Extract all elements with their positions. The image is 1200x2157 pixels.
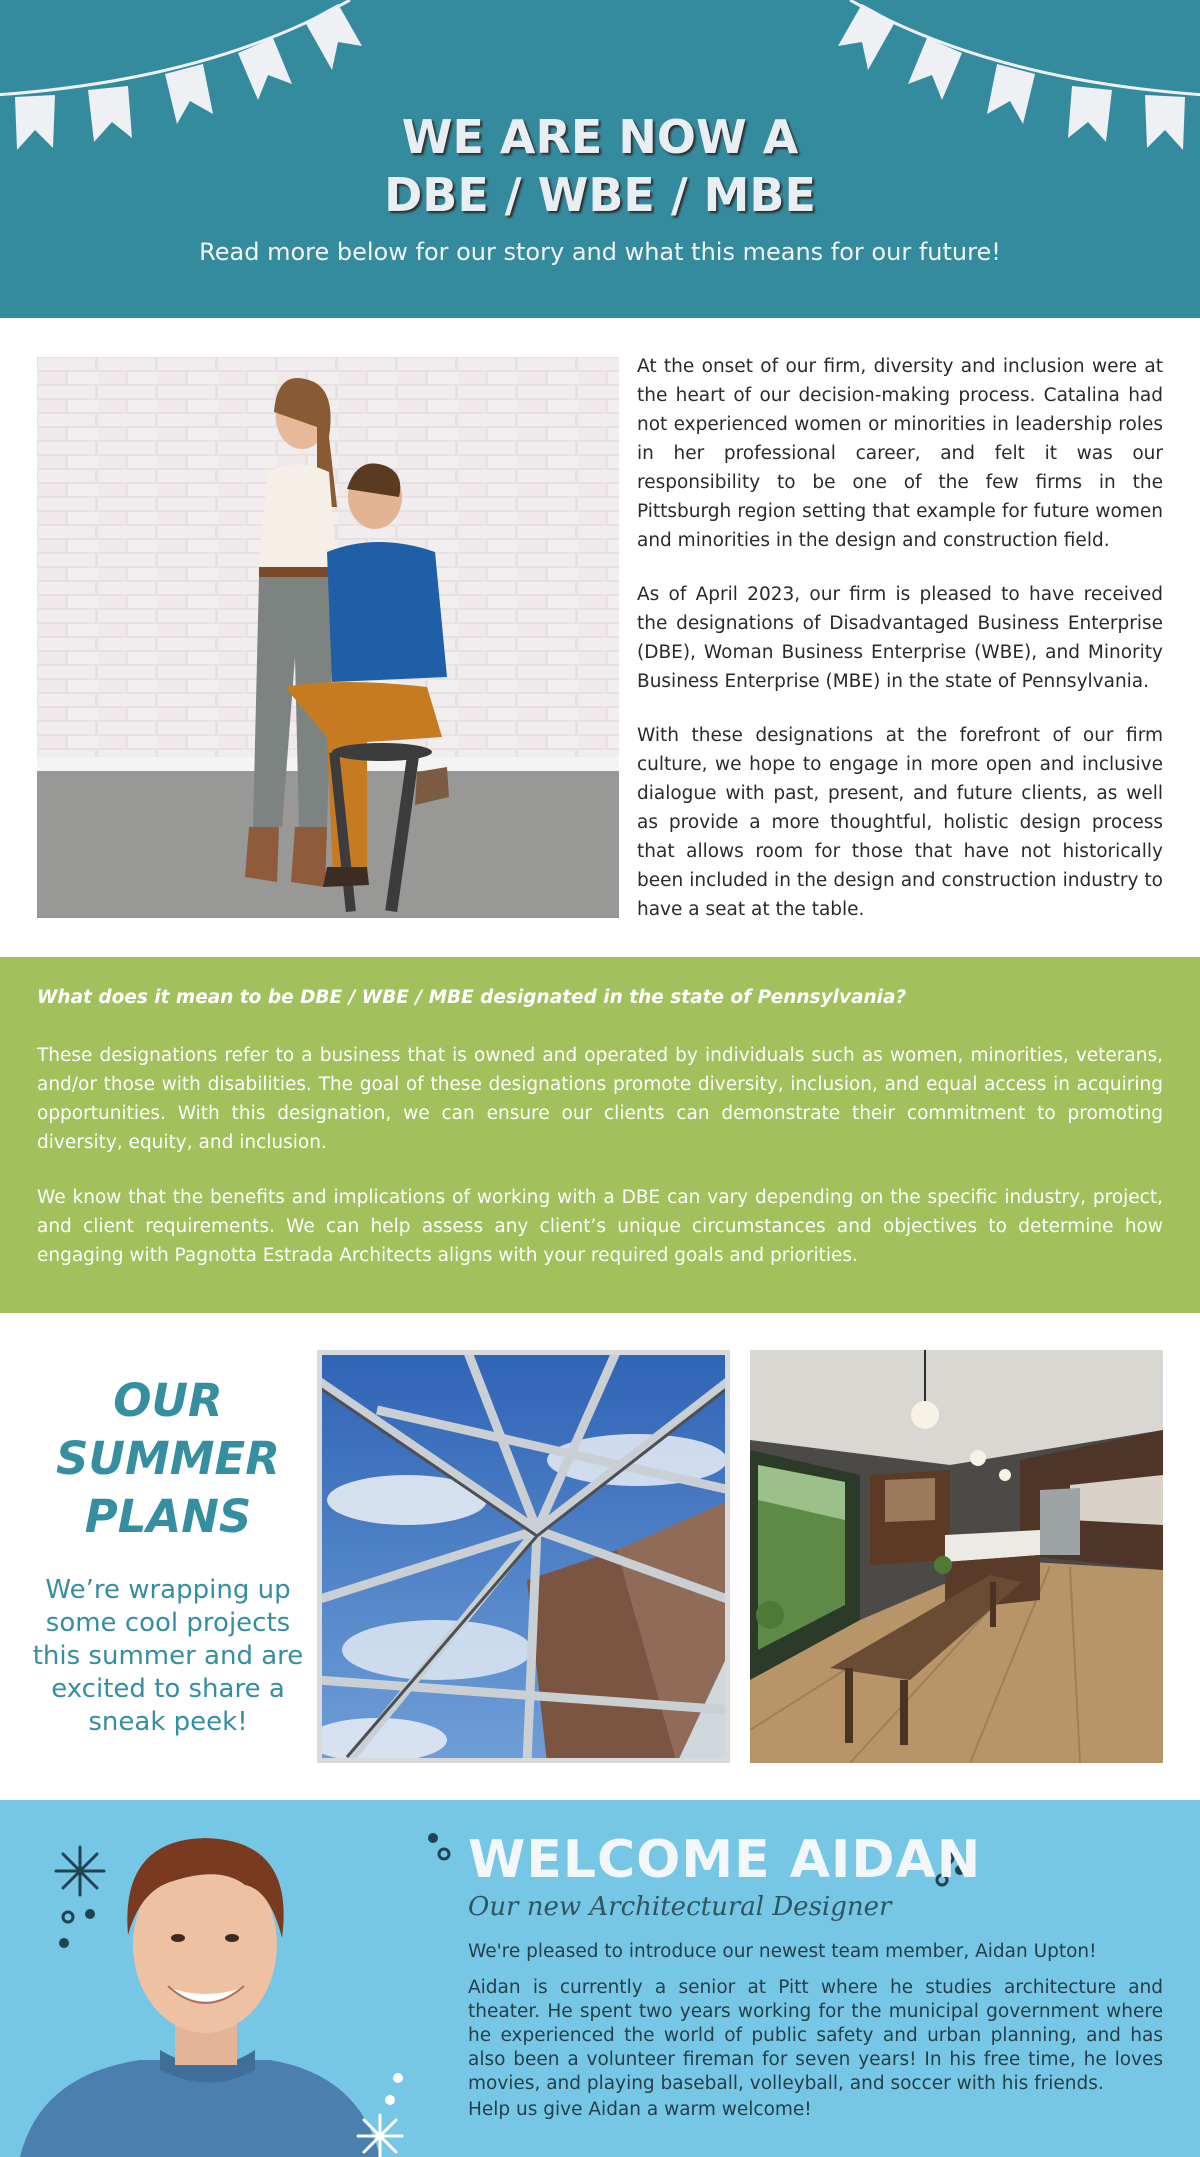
title-line-2: DBE / WBE / MBE [384,168,816,222]
designation-question: What does it mean to be DBE / WBE / MBE designated in the state of Pennsylvania? [37,987,907,1008]
summer-title [30,1372,306,1546]
welcome-paragraph: Help us give Aidan a warm welcome! [468,2099,812,2120]
intro-paragraph: As of April 2023, our firm is pleased to have received the designations of Disadvantaged Business Enterprise (DBE), Woman Business Enterprise (WBE), and Minority Business Enterprise (MBE) in the state of Pennsylvania. [637,584,1163,692]
intro-paragraph: With these designations at the forefront of our firm culture, we hope to engage in more open and inclusive dialogue with past, present, and future clients, as well as provide a more thoughtful, holistic design process that allows room for those that have not historically been included in the design and construction industry to have a seat at the table. [637,725,1163,920]
skylight-photo-illustration [317,1350,730,1763]
dots-icon [424,1830,454,1870]
sparkle-icon [350,2070,420,2157]
aidan-photo [20,1820,380,2157]
header-banner [0,0,1200,318]
designation-section [0,957,1200,1313]
welcome-section [0,1800,1200,2157]
welcome-title: WELCOME AIDAN [468,1830,982,1890]
kitchen-photo-illustration [750,1350,1163,1763]
summer-title-line: PLANS [84,1490,252,1543]
summer-title-line: SUMMER [56,1432,280,1485]
page-subtitle: Read more below for our story and what this means for our future! [199,238,1001,266]
intro-paragraph: At the onset of our firm, diversity and inclusion were at the heart of our decision-making process. Catalina had not experienced women or minorities in leadership roles in her professional career, and felt it was our responsibility to be one of the few firms in the Pittsburgh region setting that example for future women and minorities in the design and construction field. [637,356,1163,551]
welcome-paragraph: We're pleased to introduce our newest team member, Aidan Upton! [468,1941,1097,1962]
title-line-1: WE ARE NOW A [401,110,799,164]
summer-title-line: OUR [113,1374,223,1427]
summer-text: We’re wrapping up some cool projects this summer and are excited to share a sneak peek! [32,1575,304,1737]
welcome-subtitle: Our new Architectural Designer [468,1892,892,1922]
welcome-paragraph: Aidan is currently a senior at Pitt where he studies architecture and theater. He spent two years working for the municipal government where he experienced the world of public safety and urban planning, and has also been a volunteer fireman for seven years! In his free time, he loves movies, and playing baseball, volleyball, and soccer with his friends. [468,1977,1163,2094]
skylight-photo [317,1350,730,1763]
founders-photo [37,357,619,918]
designation-paragraph-1: These designations refer to a business that is owned and operated by individuals such as women, minorities, veterans, and/or those with disabilities. The goal of these designations promote diversity, inclusion, and equal access in acquiring opportunities. With this designation, we can ensure our clients can demonstrate their commitment to promoting diversity, equity, and inclusion. [37,1045,1163,1153]
page-title [0,108,1200,224]
kitchen-photo [750,1350,1163,1763]
designation-paragraph-2: We know that the benefits and implications of working with a DBE can vary depending on the specific industry, project, and client requirements. We can help assess any client’s unique circumstances and objectives to determine how engaging with Pagnotta Estrada Architects aligns with your required goals and priorities. [37,1187,1163,1266]
aidan-portrait-illustration [20,1820,380,2157]
founders-photo-illustration [37,357,619,918]
intro-text [637,352,1163,949]
